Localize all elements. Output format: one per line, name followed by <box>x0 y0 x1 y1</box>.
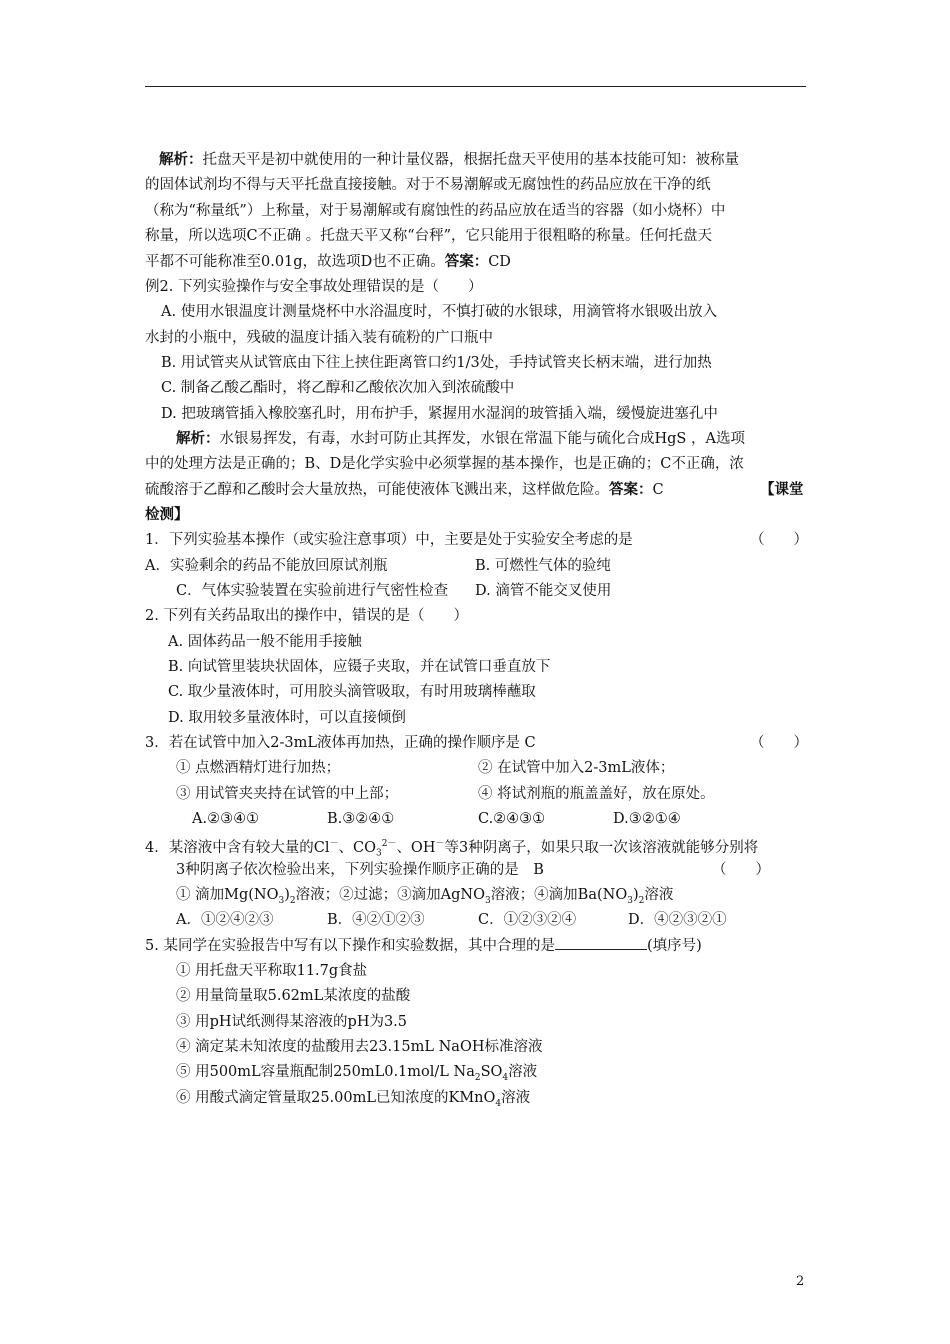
q4-option-c: C．①②③②④ <box>478 912 577 928</box>
q3-option-c: C.②④③① <box>478 811 546 827</box>
example2-option-a: A. 使用水银温度计测量烧杯中水浴温度时，不慎打破的水银球，用滴管将水银吸出放入 <box>161 304 718 320</box>
analysis1-line1: 解析：托盘天平是初中就使用的一种计量仪器，根据托盘天平使用的基本技能可知：被称量 <box>159 151 739 168</box>
q1-option-c: C．气体实验装置在实验前进行气密性检查 <box>176 583 449 599</box>
analysis2-line1: 解析：水银易挥发，有毒，水封可防止其挥发，水银在常温下能与硫化合成HgS ，A选项 <box>176 430 745 447</box>
q1-option-d: D. 滴管不能交叉使用 <box>475 583 612 599</box>
example2-option-d: D. 把玻璃管插入橡胶塞孔时，用布护手，紧握用水湿润的玻管插入端，缓慢旋进塞孔中 <box>161 406 718 422</box>
q2-option-c: C. 取少量液体时，可用胶头滴管吸取，有时用玻璃棒蘸取 <box>168 684 536 700</box>
q3-option-b: B.③②④① <box>327 811 395 827</box>
analysis2-label: 解析： <box>176 430 220 447</box>
q1-option-b: B. 可燃性气体的验纯 <box>475 558 611 574</box>
answer-value: CD <box>488 254 511 270</box>
page-number: 2 <box>796 1274 805 1289</box>
q4-option-a: A．①②④②③ <box>176 912 274 928</box>
analysis1-line4: 称量，所以选项C不正确 。托盘天平又称“台秤”，它只能用于很粗略的称量。任何托盘天 <box>145 228 713 244</box>
q4-stem-cont: 3种阴离子依次检验出来，下列实验操作顺序正确的是 B <box>176 862 544 878</box>
q2-option-a: A. 固体药品一般不能用手接触 <box>168 634 362 650</box>
header-rule <box>145 86 806 87</box>
q3-option-d: D.③②①④ <box>613 811 681 827</box>
analysis2-line3: 硫酸溶于乙醇和乙酸时会大量放热，可能使液体飞溅出来，这样做危险。答案：C <box>145 481 664 498</box>
answer-value: C <box>652 482 664 498</box>
example2-option-a-cont: 水封的小瓶中，残破的温度计插入装有硫粉的广口瓶中 <box>145 330 493 346</box>
q1-answer-paren: （ ） <box>750 532 808 548</box>
q3-option-a: A.②③④① <box>192 811 260 827</box>
q5-item-3: ③ 用pH试纸测得某溶液的pH为3.5 <box>176 1014 408 1030</box>
q2-stem: 2. 下列有关药品取出的操作中，错误的是（ ） <box>145 608 468 624</box>
q4-steps: ① 滴加$Mg(NO_3)_2$溶液；②过滤；③滴加AgNO$_3$溶液；④滴加$Ba(NO_3)_2$溶液 <box>176 887 674 906</box>
analysis1-line3: （称为“称量纸”）上称量，对于易潮解或有腐蚀性的药品应放在适当的容器（如小烧杯）中 <box>145 203 726 219</box>
section-heading-part2: 检测】 <box>145 506 189 523</box>
analysis2-line2: 中的处理方法是正确的；B、D是化学实验中必须掌握的基本操作，也是正确的；C不正确，浓 <box>145 456 744 472</box>
q5-item-6: ⑥ 用酸式滴定管量取25.00mL已知浓度的KMnO$_4$溶液 <box>176 1090 531 1109</box>
q2-option-b: B. 向试管里装块状固体，应镊子夹取，并在试管口垂直放下 <box>168 659 551 675</box>
analysis1-label: 解析： <box>159 151 203 168</box>
q5-item-1: ① 用托盘天平称取11.7g食盐 <box>176 963 368 979</box>
q3-step-1: ① 点燃酒精灯进行加热； <box>176 760 341 776</box>
analysis1-line5: 平都不可能称准至0.01g，故选项D也不正确。答案：CD <box>145 253 511 270</box>
q1-stem: 1．下列实验基本操作（或实验注意事项）中，主要是处于实验安全考虑的是 <box>145 532 633 548</box>
q3-answer-paren: （ ） <box>750 735 808 751</box>
q3-step-4: ④ 将试剂瓶的瓶盖盖好，放在原处。 <box>478 786 715 802</box>
q5-item-4: ④ 滴定某未知浓度的盐酸用去23.15mL NaOH标准溶液 <box>176 1039 543 1055</box>
section-heading-part1: 【课堂 <box>760 481 804 498</box>
q5-item-5: ⑤ 用500mL容量瓶配制250mL0.1mol/L $Na_2SO_4$溶液 <box>176 1064 538 1083</box>
q5-stem: 5. 某同学在实验报告中写有以下操作和实验数据，其中合理的是 (填序号) <box>145 935 702 959</box>
q5-item-2: ② 用量筒量取5.62mL某浓度的盐酸 <box>176 988 411 1004</box>
q2-option-d: D. 取用较多量液体时，可以直接倾倒 <box>168 710 406 726</box>
q3-step-3: ③ 用试管夹夹持在试管的中上部； <box>176 786 399 802</box>
q4-stem: 4．某溶液中含有较大量的Cl－、$CO_3^{2-}$、OH－等3种阴离子，如果只取一次该溶液就能够分别将 <box>145 839 759 859</box>
analysis1-line2: 的固体试剂均不得与天平托盘直接接触。对于不易潮解或无腐蚀性的药品应放在干净的纸 <box>145 177 711 193</box>
q3-stem: 3．若在试管中加入2-3mL液体再加热，正确的操作顺序是 C <box>145 735 536 751</box>
example2-option-c: C. 制备乙酸乙酯时，将乙醇和乙酸依次加入到浓硫酸中 <box>161 380 515 396</box>
q1-option-a: A．实验剩余的药品不能放回原试剂瓶 <box>145 558 388 574</box>
q4-option-d: D．④②③②① <box>628 912 727 928</box>
example2-stem: 例2. 下列实验操作与安全事故处理错误的是（ ） <box>145 279 483 295</box>
q4-option-b: B．④②①②③ <box>327 912 425 928</box>
q4-answer-paren: （ ） <box>712 862 770 878</box>
answer-label: 答案： <box>444 253 489 270</box>
example2-option-b: B. 用试管夹从试管底由下往上挟住距离管口约1/3处，手持试管夹长柄末端，进行加热 <box>161 355 712 371</box>
answer-label: 答案： <box>609 481 653 498</box>
q3-step-2: ② 在试管中加入2-3mL液体； <box>478 760 675 776</box>
q5-answer-blank[interactable] <box>555 935 647 950</box>
